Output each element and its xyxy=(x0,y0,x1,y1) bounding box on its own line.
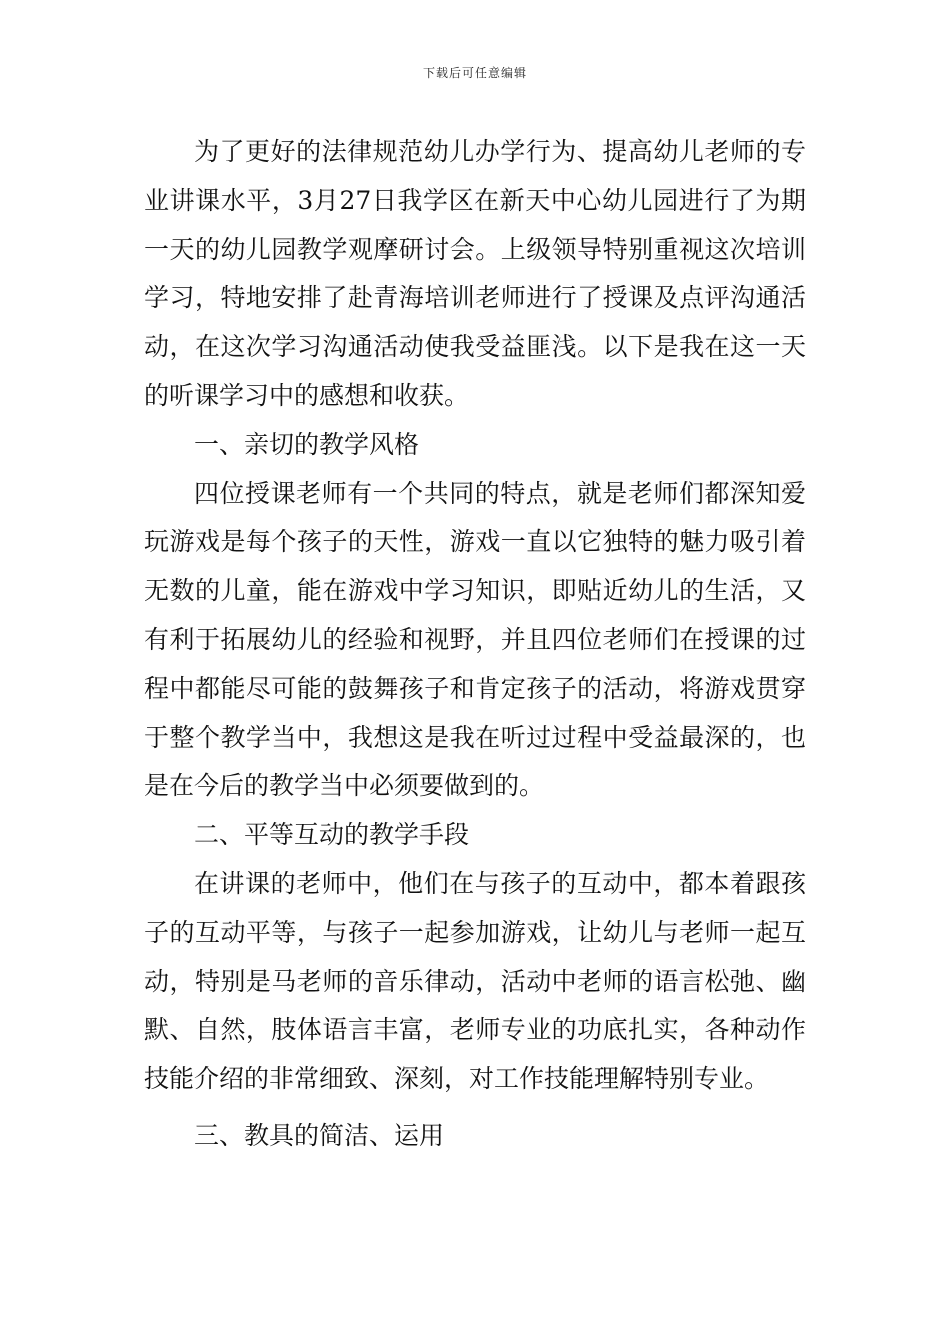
intro-paragraph: 为了更好的法律规范幼儿办学行为、提高幼儿老师的专业讲课水平，3月27日我学区在新天中心幼儿园进行了为期一天的幼儿园教学观摩研讨会。上级领导特别重视这次培训学习，特地安排了赴青海培训老师进行了授课及点评沟通活动，在这次学习沟通活动使我受益匪浅。以下是我在这一天的听课学习中的感想和收获。 xyxy=(144,137,806,410)
section-1-paragraph: 四位授课老师有一个共同的特点，就是老师们都深知爱玩游戏是每个孩子的天性，游戏一直以它独特的魅力吸引着无数的儿童，能在游戏中学习知识，即贴近幼儿的生活，又有利于拓展幼儿的经验和视野，并且四位老师们在授课的过程中都能尽可能的鼓舞孩子和肯定孩子的活动，将游戏贯穿于整个教学当中，我想这是我在听过过程中受益最深的，也是在今后的教学当中必须要做到的。 xyxy=(144,478,806,801)
page-header-note: 下载后可任意编辑 xyxy=(422,66,527,80)
section-2-paragraph: 在讲课的老师中，他们在与孩子的互动中，都本着跟孩子的互动平等，与孩子一起参加游戏，让幼儿与老师一起互动，特别是马老师的音乐律动，活动中老师的语言松弛、幽默、自然，肢体语言丰富，老师专业的功底扎实，各种动作技能介绍的非常细致、深刻，对工作技能理解特别专业。 xyxy=(144,868,806,1094)
section-heading-3: 三、教具的简洁、运用 xyxy=(194,1120,445,1150)
section-heading-2: 二、平等互动的教学手段 xyxy=(194,820,470,850)
document-body xyxy=(144,128,806,1161)
section-heading-1: 一、亲切的教学风格 xyxy=(194,429,420,459)
